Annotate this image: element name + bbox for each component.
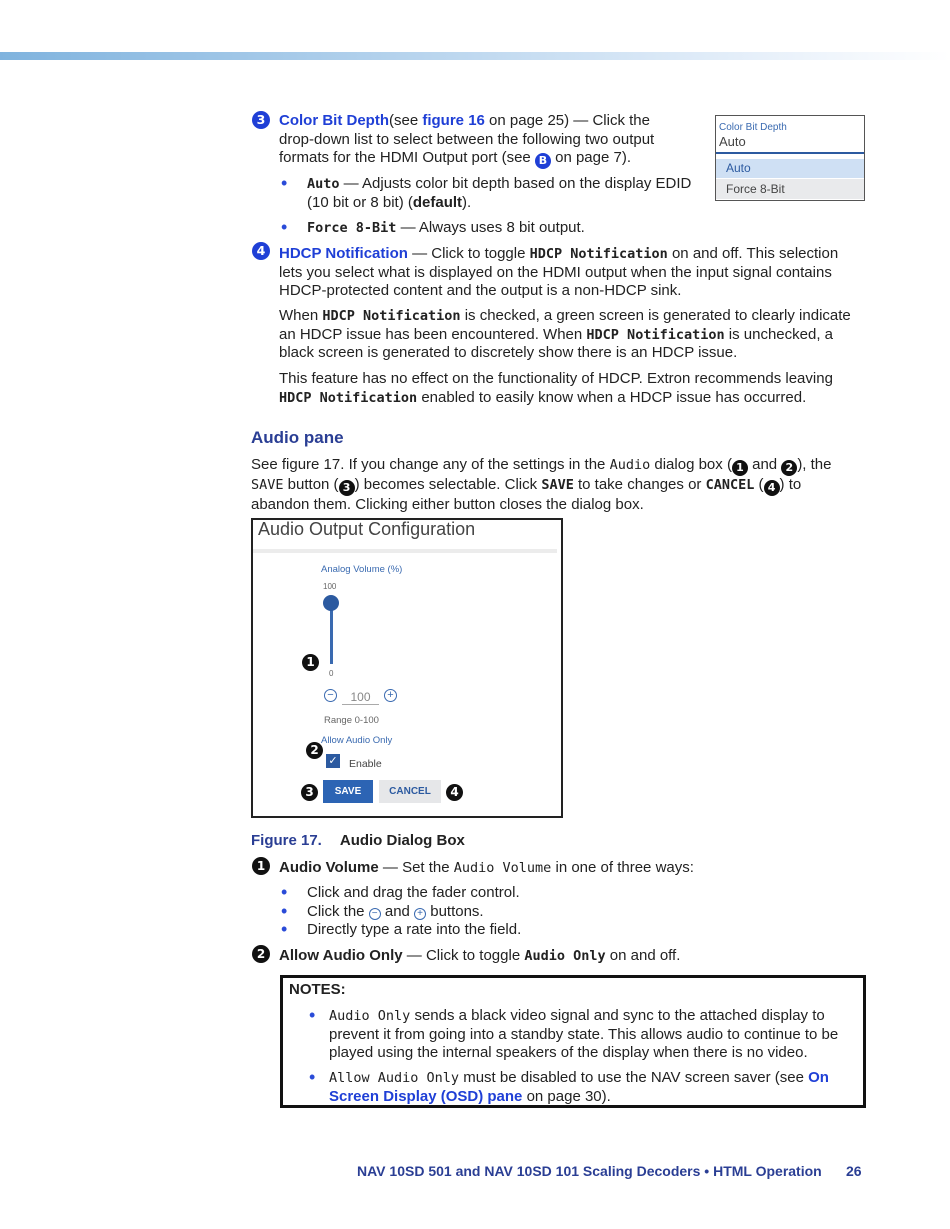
text: in one of three ways: (551, 859, 694, 876)
audio-volume-title: Audio Volume (279, 859, 379, 876)
text: abandon them. Clicking either button closes the dialog box. (251, 496, 644, 513)
volume-fader-handle[interactable] (323, 595, 339, 611)
figure-caption (251, 832, 465, 851)
hdcp-paragraph-3 (279, 370, 879, 407)
page-number: 26 (846, 1163, 862, 1179)
hdcp-paragraph-1 (279, 245, 879, 301)
text: When (279, 307, 323, 324)
callout-1-badge: 1 (252, 857, 270, 875)
note-1: • Audio Only sends a black video signal and sync to the attached display to prevent it from going into a standby state. This allows audio to continue to be played using the internal speakers of the display when there is no video. (309, 1005, 839, 1061)
footer-title: NAV 10SD 501 and NAV 10SD 101 Scaling Decoders • HTML Operation (357, 1163, 822, 1179)
code-audio-only: Audio Only (524, 948, 606, 964)
callout-3-badge: 3 (252, 111, 270, 129)
volume-min-label: 0 (329, 669, 334, 678)
code-save: SAVE (251, 477, 284, 493)
text: on and off. This selection (667, 245, 839, 262)
allow-audio-paragraph (279, 947, 879, 966)
text: — Click to toggle (402, 947, 525, 964)
code-audio-volume: Audio Volume (453, 860, 552, 876)
notes-heading: NOTES: (289, 981, 346, 998)
range-label: Range 0-100 (324, 715, 379, 726)
dropdown-underline (716, 152, 864, 154)
text: formats for the HDMI Output port (see (279, 149, 535, 166)
text: must be disabled to use the NAV screen saver (see (459, 1069, 809, 1086)
color-bit-depth-paragraph (279, 112, 709, 169)
text: prevent it from going into a standby state. This allows audio to continue to be (329, 1025, 839, 1043)
text: sends a black video signal and sync to the attached display to (410, 1007, 825, 1024)
caption-number: Figure 17. (251, 832, 322, 849)
text: — Adjusts color bit depth based on the display EDID (339, 175, 692, 192)
marker-b-badge: B (535, 153, 551, 169)
note-2: • Allow Audio Only must be disabled to use the NAV screen saver (see On Screen Display (OSD) pane on page 30). (309, 1067, 829, 1105)
text: an HDCP issue has been encountered. When (279, 325, 587, 343)
marker-1-badge: 1 (732, 460, 748, 476)
option-label: Auto (726, 161, 751, 175)
figure-callout-3: 3 (301, 784, 318, 801)
audio-output-configuration-dialog (251, 518, 563, 818)
enable-label: Enable (349, 758, 382, 770)
notes-box (280, 975, 866, 1108)
text: — Set the (378, 859, 454, 876)
code-hdcp-notification: HDCP Notification (322, 308, 461, 324)
text: This feature has no effect on the functionality of HDCP. Extron recommends leaving (279, 370, 833, 387)
text: on page 25) — Click the (484, 112, 650, 129)
minus-icon: − (369, 908, 381, 920)
bullet-click-buttons: • Click the − and + buttons. (281, 901, 484, 921)
text: black screen is generated to discretely show there is an HDCP issue. (279, 344, 738, 361)
code-hdcp-notification: HDCP Notification (279, 389, 418, 406)
code-hdcp-notification: HDCP Notification (529, 246, 668, 262)
text: Click and drag the fader control. (307, 884, 520, 901)
text: ), the (797, 456, 832, 473)
figure-16-link[interactable]: figure 16 (422, 112, 485, 129)
callout-2-badge: 2 (252, 945, 270, 963)
minus-icon[interactable]: − (324, 689, 337, 702)
cancel-button[interactable]: CANCEL (379, 780, 441, 803)
text: drop-down list to select between the following two output (279, 130, 655, 148)
audio-pane-heading: Audio pane (251, 428, 344, 447)
save-button[interactable]: SAVE (323, 780, 373, 803)
text: is checked, a green screen is generated to clearly indicate (460, 307, 851, 324)
text: on and off. (605, 947, 681, 964)
dropdown-option-auto[interactable] (716, 159, 864, 178)
text: Directly type a rate into the field. (307, 921, 522, 938)
text: enabled to easily know when a HDCP issue has occurred. (417, 388, 807, 406)
code-audio-only: Audio Only (329, 1008, 411, 1024)
color-bit-depth-dropdown[interactable] (715, 115, 865, 201)
text: played using the internal speakers of the display when there is no video. (329, 1044, 808, 1061)
text: HDCP-protected content and the output is a non-HDCP sink. (279, 282, 682, 299)
figure-callout-2: 2 (306, 742, 323, 759)
text: Click the (307, 903, 369, 920)
bullet-type-rate: • Directly type a rate into the field. (281, 919, 522, 939)
code-force-8-bit: Force 8-Bit (307, 220, 397, 236)
volume-fader-track[interactable] (330, 604, 333, 664)
bullet-drag-fader: • Click and drag the fader control. (281, 882, 520, 902)
text: and (747, 456, 782, 473)
audio-pane-paragraph (251, 456, 871, 515)
text: (see (389, 112, 423, 129)
code-auto: Auto (307, 176, 340, 192)
text: is unchecked, a (724, 325, 833, 343)
dropdown-value[interactable]: Auto (719, 134, 746, 149)
marker-2-badge: 2 (781, 460, 797, 476)
text: ) to (779, 476, 802, 493)
marker-4-badge: 4 (764, 480, 780, 496)
dialog-title: Audio Output Configuration (258, 519, 476, 539)
allow-audio-only-label: Allow Audio Only (321, 735, 393, 746)
text: button ( (283, 476, 339, 493)
volume-input[interactable]: 100 (342, 688, 379, 705)
text: ) becomes selectable. Click (354, 476, 542, 493)
text: — Click to toggle (407, 245, 530, 262)
hdcp-paragraph-2 (279, 307, 879, 363)
osd-pane-link[interactable]: On (808, 1069, 829, 1086)
figure-callout-1: 1 (302, 654, 319, 671)
dialog-title-divider (253, 549, 557, 553)
marker-3-badge: 3 (339, 480, 355, 496)
text: dialog box ( (650, 456, 732, 473)
audio-volume-paragraph (279, 859, 879, 878)
default-label: default (412, 193, 463, 211)
figure-callout-4: 4 (446, 784, 463, 801)
dropdown-option-force-8-bit[interactable] (716, 179, 864, 199)
color-bit-depth-title[interactable]: Color Bit Depth (279, 112, 389, 129)
text: — Always uses 8 bit output. (396, 219, 585, 236)
text: on page 7). (550, 149, 631, 166)
code-audio: Audio (609, 457, 651, 473)
text: (10 bit or 8 bit) ( (307, 193, 413, 211)
text: See figure 17. If you change any of the settings in the (251, 456, 610, 473)
plus-icon: + (414, 908, 426, 920)
caption-text: Audio Dialog Box (339, 832, 465, 849)
text: buttons. (426, 903, 484, 920)
code-save: SAVE (541, 477, 574, 493)
text: and (380, 903, 415, 920)
code-allow-audio-only: Allow Audio Only (329, 1070, 460, 1086)
code-hdcp-notification: HDCP Notification (586, 326, 725, 343)
allow-audio-title: Allow Audio Only (279, 947, 403, 964)
volume-max-label: 100 (323, 582, 337, 591)
bullet-auto: • Auto — Adjusts color bit depth based on the display EDID (10 bit or 8 bit) (default). (281, 173, 692, 211)
osd-pane-link[interactable]: Screen Display (OSD) pane (329, 1087, 523, 1105)
dropdown-label: Color Bit Depth (719, 122, 787, 133)
text: to take changes or (573, 476, 706, 493)
text: ). (462, 193, 472, 211)
bullet-force-8-bit: • Force 8-Bit — Always uses 8 bit output. (281, 217, 585, 237)
header-gradient-bar (0, 52, 950, 60)
hdcp-notification-title[interactable]: HDCP Notification (279, 245, 408, 262)
analog-volume-label: Analog Volume (%) (321, 564, 403, 575)
text: on page 30). (522, 1087, 611, 1105)
enable-checkbox[interactable]: ✓ (326, 754, 340, 768)
callout-4-badge: 4 (252, 242, 270, 260)
plus-icon[interactable]: + (384, 689, 397, 702)
text: lets you select what is displayed on the HDMI output when the input signal contains (279, 263, 832, 281)
option-label: Force 8-Bit (726, 182, 785, 196)
code-cancel: CANCEL (705, 477, 755, 493)
text: ( (754, 476, 764, 493)
